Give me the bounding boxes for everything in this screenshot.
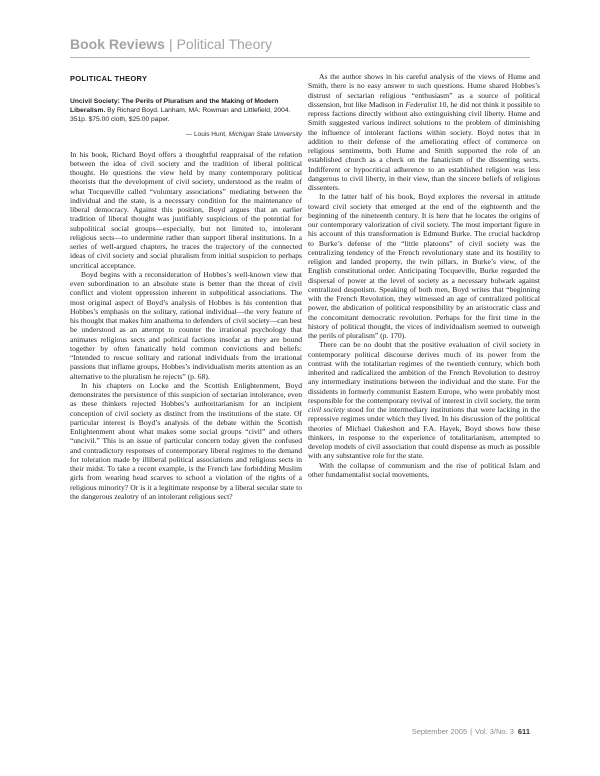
book-citation [70, 97, 302, 125]
footer-issue: September 2005 [411, 727, 468, 736]
italic-term: Federalist [405, 99, 437, 109]
paragraph: In his book, Richard Boyd offers a thoughtful reappraisal of the relation between the idea of civil society and the tradition of liberal political thought. He questions the view held by many contemporary political theorists that the development of civil society, understood as the realm of what Tocqueville called “voluntary associations” mediating between the individual and the state, is a necessary condition for the maintenance of liberal democracy. Against this position, Boyd argues that an earlier tradition of liberal thought was justifiably suspicious of the potential for subpolitical social groups—especially, but not limited to, intolerant religious sects—to undermine rather than support liberal institutions. In a series of well-argued chapters, he traces the trajectory of the connected ideas of civil society and social pluralism from initial suspicion to perhaps uncritical acceptance. [70, 149, 302, 270]
reviewer-line [70, 131, 302, 138]
footer-volume: Vol. 3/No. 3 [475, 727, 514, 736]
left-column [70, 74, 302, 501]
text-run: 10, he did not think it possible to repress factions directly without also extinguishing civil liberty. Hume and Smith suggested various indirect solutions to the problem of diminishing the influence of intolerant factions within society. Boyd notes that in addition to their defense of the ameliorating effect of commerce on religious sentiments, both Hume and Smith supported the role of an established church as a check on the fanaticism of the dissenting sects. Indifferent or hypocritical adherence to an established religion was less dangerous to civil liberty, in their view, than the sincere beliefs of religious dissenters. [308, 99, 541, 192]
paragraph: In the latter half of his book, Boyd explores the reversal in attitude toward civil society that emerged at the end of the eighteenth and the beginning of the nineteenth century. It is here that he locates the origins of our contemporary valorization of civil society. The most important figure in his account of this transformation is Edmund Burke. The crucial backdrop to Burke’s defense of the “little platoons” of civil society was the centralizing tendency of the French revolutionary state and its hostility to religion and landed property, the twin pillars, in Burke’s view, of the English constitutional order. Anticipating Tocqueville, Burke regarded the dispersal of power at the level of society as a necessary bulwark against centralized despotism. Speaking of both men, Boyd writes that “beginning with the French Revolution, they witnessed an age of centralized political power, the abdication of political responsibility by an aristocratic class and the concomitant democratic revolution. Perhaps for the first time in the history of political thought, the vices of individualism seemed to outweigh the perils of pluralism” (p. 170). [308, 192, 540, 340]
page-number: 611 [517, 727, 530, 736]
text-run: stood for the intermediary institutions that were lacking in the repressive regimes under which they lived. In his discussion of the political theories of Michael Oakeshott and F.A. Hayek, Boyd shows how these thinkers, in response to the experience of totalitarianism, attempted to develop models of civil association that could dispense as much as possible with any substantive role for the state. [308, 405, 540, 461]
right-column-body [308, 72, 540, 479]
footer-separator: | [470, 727, 473, 736]
reviewer-name: — Louis Hunt, [185, 130, 229, 138]
book-details: By Richard Boyd. Lanham, MA: Rowman and Littlefield, 2004. 351p. $75.00 cloth, $25.00 paper. [70, 107, 291, 124]
running-header [70, 36, 272, 52]
header-separator: | [168, 36, 173, 52]
italic-term: civil society [308, 405, 345, 414]
paragraph: Boyd begins with a reconsideration of Hobbes’s well-known view that even subordination to an absolute state is better than the threat of civil conflict and violent oppression inherent in subpolitical associations. The most original aspect of Boyd’s analysis of Hobbes is his contention that Hobbes’s emphasis on the solitary, rational individual—the very feature of his thought that makes him anathema to defenders of civil society—can best be understood as an attempt to counter the irrational psychology that animates religious sects and political factions insofar as they are bound together by often fanatically held common convictions and beliefs: “Intended to rescue solitary and rational individuals from the irrational passions that inflame groups, Hobbes’s individualism merits attention as an alternative to the pluralism he rejects” (p. 68). [70, 269, 302, 381]
section-heading: POLITICAL THEORY [70, 74, 148, 83]
left-column-body [70, 150, 302, 502]
paragraph [308, 340, 540, 460]
right-column [308, 72, 540, 479]
page-footer [412, 727, 530, 736]
text-run: There can be no doubt that the positive evaluation of civil society in contemporary political discourse derives much of its power from the contrast with the totalitarian regimes of the twentieth century, which both inherited and radicalized the ambition of the French Revolution to destroy any intermediary institutions between the individual and the state. For the dissidents in formerly communist Eastern Europe, who were probably most responsible for the contemporary revival of interest in civil society, the term [308, 340, 540, 405]
paragraph [308, 72, 540, 192]
reviewer-affiliation: Michigan State University [228, 130, 302, 138]
header-rule [70, 57, 530, 58]
paragraph: With the collapse of communism and the rise of political Islam and other fundamentalist social movements, [308, 460, 540, 479]
header-category: Political Theory [176, 36, 273, 52]
header-section: Book Reviews [70, 36, 165, 52]
text-run: As the author shows in his careful analysis of the views of Hume and Smith, there is no easy answer to such questions. Hume shared Hobbes’s distrust of sectarian religious “enthusiasm” as a source of political dissension, but like Madison in [308, 72, 540, 109]
paragraph: In his chapters on Locke and the Scottish Enlightenment, Boyd demonstrates the persistence of this suspicion of sectarian intolerance, even as these thinkers rejected Hobbes’s authoritarianism for an incipient conception of civil society as distinct from the institutions of the state. Of particular interest is Boyd’s analysis of the debate within the Scottish Enlightenment about what makes some social groups “civil” and others “uncivil.” This is an issue of particular concern today given the confused and contradictory responses of contemporary liberal regimes to the demand for toleration made by illiberal political associations and religious sects in their midst. To take a recent example, is the French law forbidding Muslim girls from wearing head scarves to school a violation of the rights of a religious minority? Or is it a legitimate response by a liberal secular state to the dangerous zealotry of an intolerant religious sect? [70, 380, 302, 501]
book-title: Uncivil Society: The Perils of Pluralism and the Making of Modern Liberalism. [70, 98, 279, 115]
